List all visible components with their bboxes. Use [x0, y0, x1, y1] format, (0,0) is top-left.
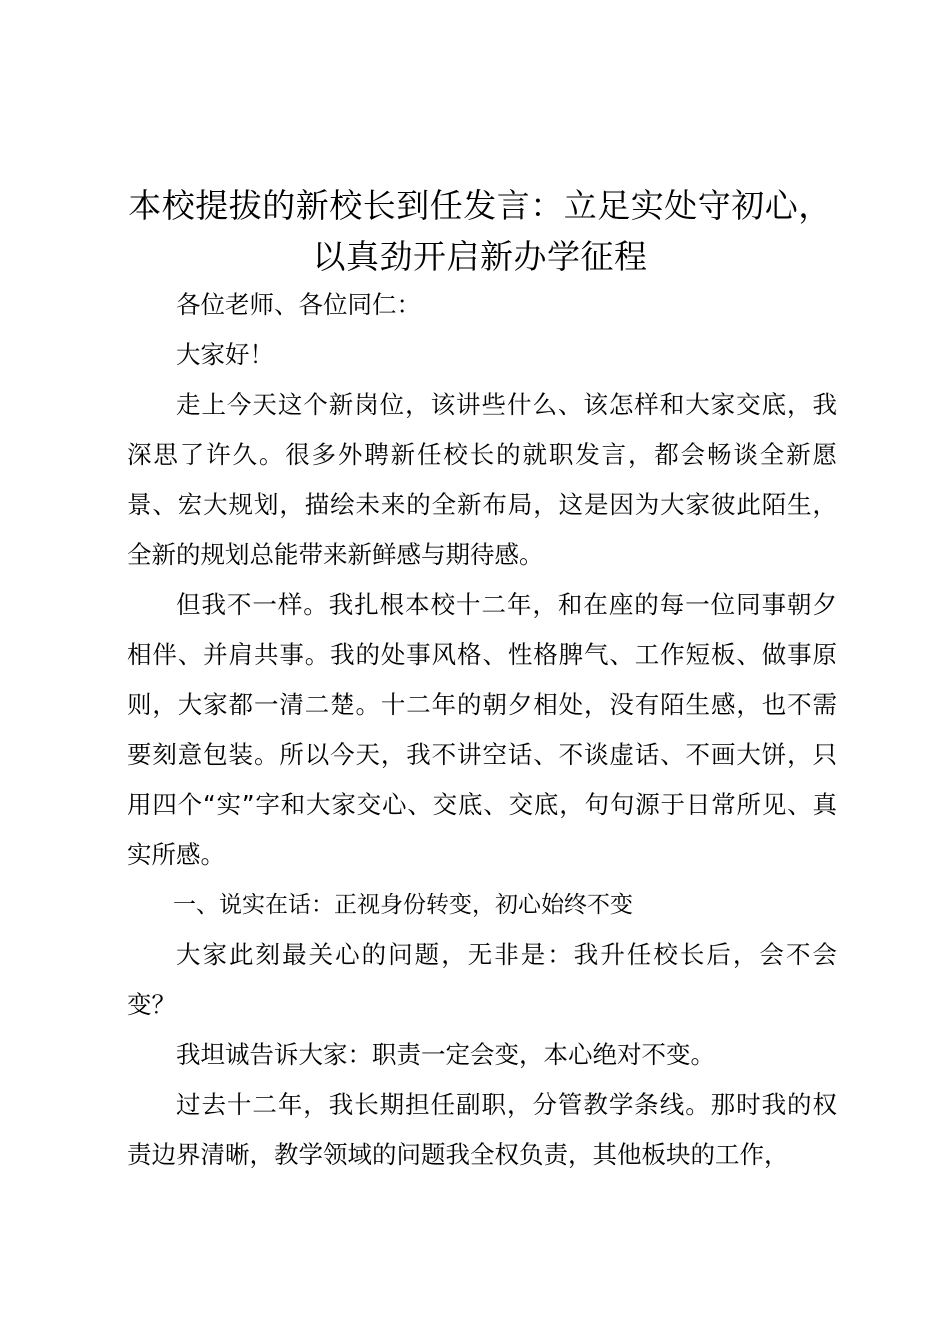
greeting: 大家好！ — [176, 340, 274, 369]
document-title — [110, 180, 850, 282]
paragraph: 但我不一样。我扎根本校十二年，和在座的每一位同事朝夕相伴、并肩共事。我的处事风格、性格脾气、工作短板、做事原则，大家都一清二楚。十二年的朝夕相处，没有陌生感，也不需要刻意包装。所以今天，我不讲空话、不谈虚话、不画大饼，只用四个“实”字和大家交心、交底、交底，句句源于日常所见、真实所感。 — [127, 590, 837, 869]
document-body — [127, 280, 837, 1180]
paragraph: 走上今天这个新岗位，该讲些什么、该怎样和大家交底，我深思了许久。很多外聘新任校长的就职发言，都会畅谈全新愿景、宏大规划，描绘未来的全新布局，这是因为大家彼此陌生，全新的规划总能带来新鲜感与期待感。 — [127, 390, 837, 569]
section-heading: 一、说实在话：正视身份转变，初心始终不变 — [173, 892, 633, 918]
paragraph: 过去十二年，我长期担任副职，分管教学条线。那时我的权责边界清晰，教学领域的问题我全权负责，其他板块的工作， — [127, 1090, 837, 1169]
title-line-2: 以真劲开启新办学征程 — [312, 237, 648, 276]
paragraph: 大家此刻最关心的问题，无非是：我升任校长后，会不会变？ — [127, 940, 837, 1019]
salutation: 各位老师、各位同仁： — [176, 290, 421, 319]
paragraph: 我坦诚告诉大家：职责一定会变，本心绝对不变。 — [176, 1040, 715, 1069]
title-line-1: 本校提拔的新校长到任发言：立足实处守初心， — [128, 186, 832, 225]
